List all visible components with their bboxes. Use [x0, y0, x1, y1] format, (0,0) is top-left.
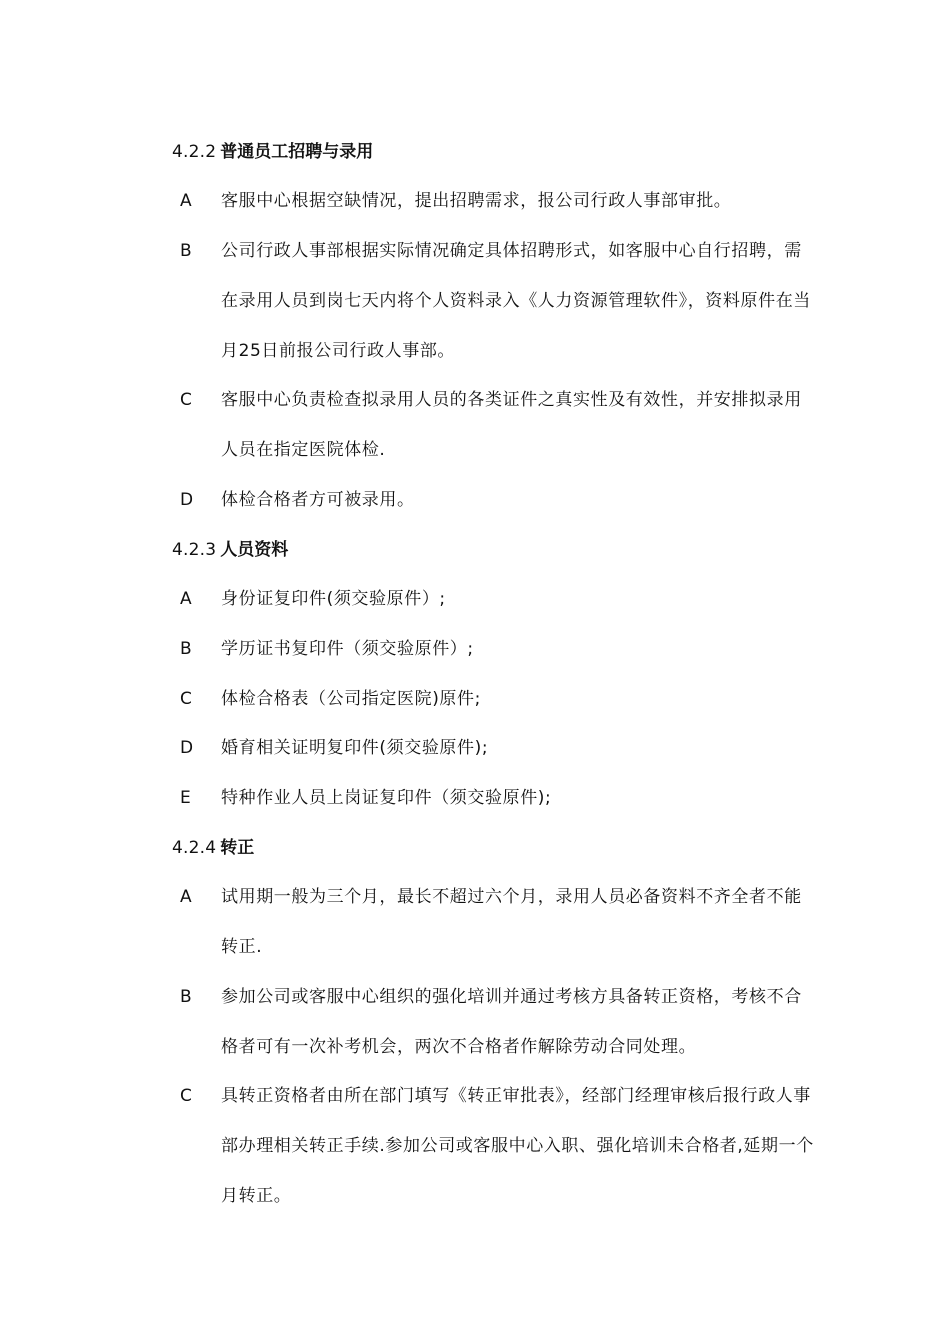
section-heading-4-2-2	[172, 140, 373, 164]
item-text: 客服中心根据空缺情况，提出招聘需求，报公司行政人事部审批。	[221, 191, 732, 211]
section-heading-4-2-4	[172, 836, 254, 860]
section-heading-4-2-3	[172, 538, 288, 562]
item-letter: D	[180, 490, 194, 510]
section-title: 人员资料	[220, 540, 289, 560]
item-text: 公司行政人事部根据实际情况确定具体招聘形式，如客服中心自行招聘，需在录用人员到岗七天内将个人资料录入《人力资源管理软件》，资料原件在当月25日前报公司行政人事部。	[221, 241, 811, 361]
item-text: 试用期一般为三个月，最长不超过六个月，录用人员必备资料不齐全者不能转正.	[221, 887, 802, 957]
item-text: 体检合格者方可被录用。	[221, 490, 415, 510]
item-letter: D	[180, 738, 194, 758]
item-letter: C	[180, 689, 192, 709]
item-text: 具转正资格者由所在部门填写《转正审批表》，经部门经理审核后报行政人事部办理相关转正手续.参加公司或客服中心入职、强化培训未合格者,延期一个月转正。	[221, 1086, 814, 1206]
item-text: 婚育相关证明复印件(须交验原件);	[221, 738, 489, 758]
item-text: 体检合格表（公司指定医院)原件;	[221, 689, 481, 709]
item-text: 参加公司或客服中心组织的强化培训并通过考核方具备转正资格，考核不合格者可有一次补考机会，两次不合格者作解除劳动合同处理。	[221, 987, 802, 1057]
item-letter: B	[180, 639, 192, 659]
item-letter: A	[180, 589, 192, 609]
item-letter: C	[180, 390, 192, 410]
item-letter: B	[180, 987, 192, 1007]
item-text: 客服中心负责检查拟录用人员的各类证件之真实性及有效性，并安排拟录用人员在指定医院体检.	[221, 390, 802, 460]
section-number: 4.2.2	[172, 142, 217, 162]
section-title: 转正	[220, 838, 255, 858]
item-letter: C	[180, 1086, 192, 1106]
section-number: 4.2.4	[172, 838, 217, 858]
item-text: 学历证书复印件（须交验原件）;	[221, 639, 474, 659]
item-text: 身份证复印件(须交验原件）;	[221, 589, 446, 609]
section-number: 4.2.3	[172, 540, 217, 560]
item-text: 特种作业人员上岗证复印件（须交验原件);	[221, 788, 552, 808]
item-letter: B	[180, 241, 192, 261]
item-letter: A	[180, 887, 192, 907]
item-letter: A	[180, 191, 192, 211]
item-letter: E	[180, 788, 191, 808]
section-title: 普通员工招聘与录用	[220, 142, 374, 162]
